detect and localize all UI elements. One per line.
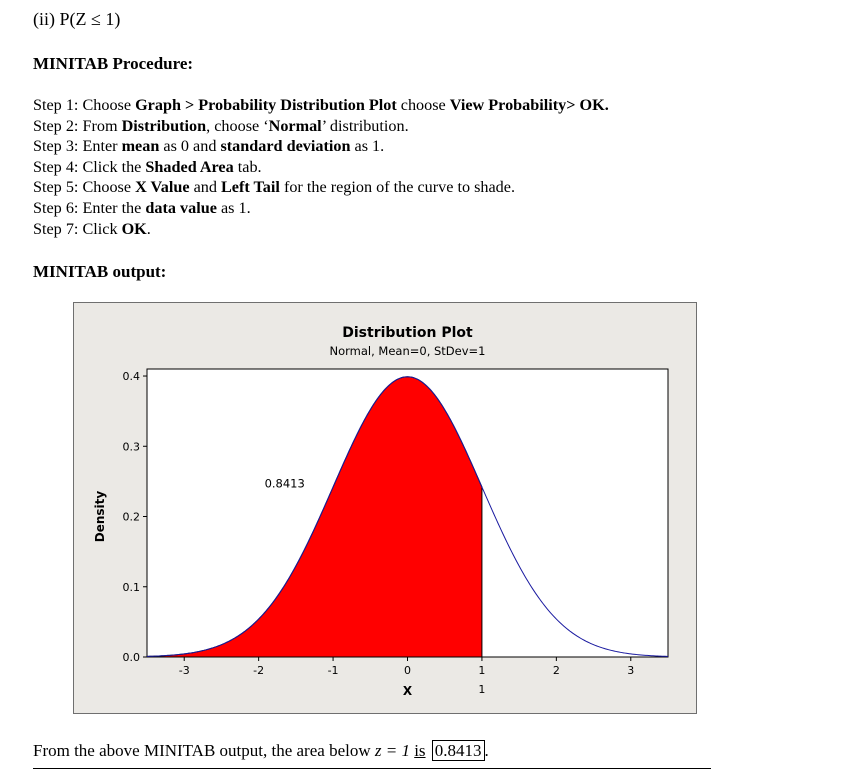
y-tick-label: 0.3 [122,440,140,454]
step-text: Step 3: Enter [33,137,122,156]
problem-label: (ii) P(Z ≤ 1) [33,9,121,29]
procedure-step [33,136,609,157]
step-bold-text: mean [121,137,160,156]
conclusion-is-word: is [414,741,426,760]
step-text: . [146,219,151,238]
procedure-steps [33,95,609,239]
procedure-step [33,116,609,137]
conclusion-period: . [484,741,489,760]
y-tick-label: 0.4 [122,370,140,384]
step-bold-text: OK [121,219,147,238]
conclusion-sentence [33,741,489,761]
step-bold-text: View Probability> OK. [449,96,609,114]
procedure-step [33,157,609,178]
x-tick-label: 1 [478,664,486,677]
step-text: tab. [233,157,262,176]
step-text: as 0 and [159,137,221,156]
step-text: , choose ‘ [206,116,269,135]
x-tick-label: 3 [627,664,635,677]
step-text: choose [396,96,450,114]
y-tick-label: 0.2 [122,510,140,524]
step-text: Step 5: Choose [33,178,136,197]
y-tick-label: 0.1 [122,580,140,594]
chart-title: Distribution Plot [342,325,473,341]
step-text: Step 4: Click the [33,157,146,176]
procedure-step [33,95,609,116]
step-bold-text: Normal [268,116,322,135]
output-heading: MINITAB output: [33,262,167,281]
conclusion-z-expression: z = 1 [374,741,410,760]
step-bold-text: X Value [135,178,190,197]
x-axis-label: X [402,684,413,698]
distribution-plot [73,302,697,714]
procedure-step [33,177,609,198]
procedure-heading: MINITAB Procedure: [33,54,194,73]
step-bold-text: Graph > Probability Distribution Plot [135,96,397,114]
step-bold-text: standard deviation [220,137,351,156]
step-bold-text: data value [145,198,217,217]
step-text: as 1. [350,137,385,156]
procedure-step [33,198,609,219]
answer-box: 0.8413 [432,740,485,761]
step-text: for the region of the curve to shade. [279,178,515,197]
step-text: Step 6: Enter the [33,198,146,217]
x-tick-label: -2 [253,664,265,677]
step-bold-text: Distribution [121,116,207,135]
cutoff-label: 1 [478,683,486,696]
chart-subtitle: Normal, Mean=0, StDev=1 [329,344,486,358]
procedure-step [33,219,609,240]
step-text: and [189,178,221,197]
y-axis-label: Density [93,490,107,543]
x-tick-label: -1 [327,664,339,677]
x-tick-label: -3 [178,664,190,677]
area-annotation: 0.8413 [264,476,305,491]
step-text: Step 2: From [33,116,122,135]
x-tick-label: 0 [404,664,411,677]
x-tick-label: 2 [552,664,560,677]
step-text: ’ distribution. [321,116,409,135]
conclusion-text: From the above MINITAB output, the area below [33,741,371,760]
step-bold-text: Left Tail [220,178,280,197]
step-bold-text: Shaded Area [145,157,234,176]
step-text: as 1. [216,198,251,217]
bottom-rule [33,768,711,769]
step-text: Step 7: Click [33,219,122,238]
step-text: Step 1: Choose [33,96,136,114]
y-tick-label: 0.0 [122,651,140,664]
